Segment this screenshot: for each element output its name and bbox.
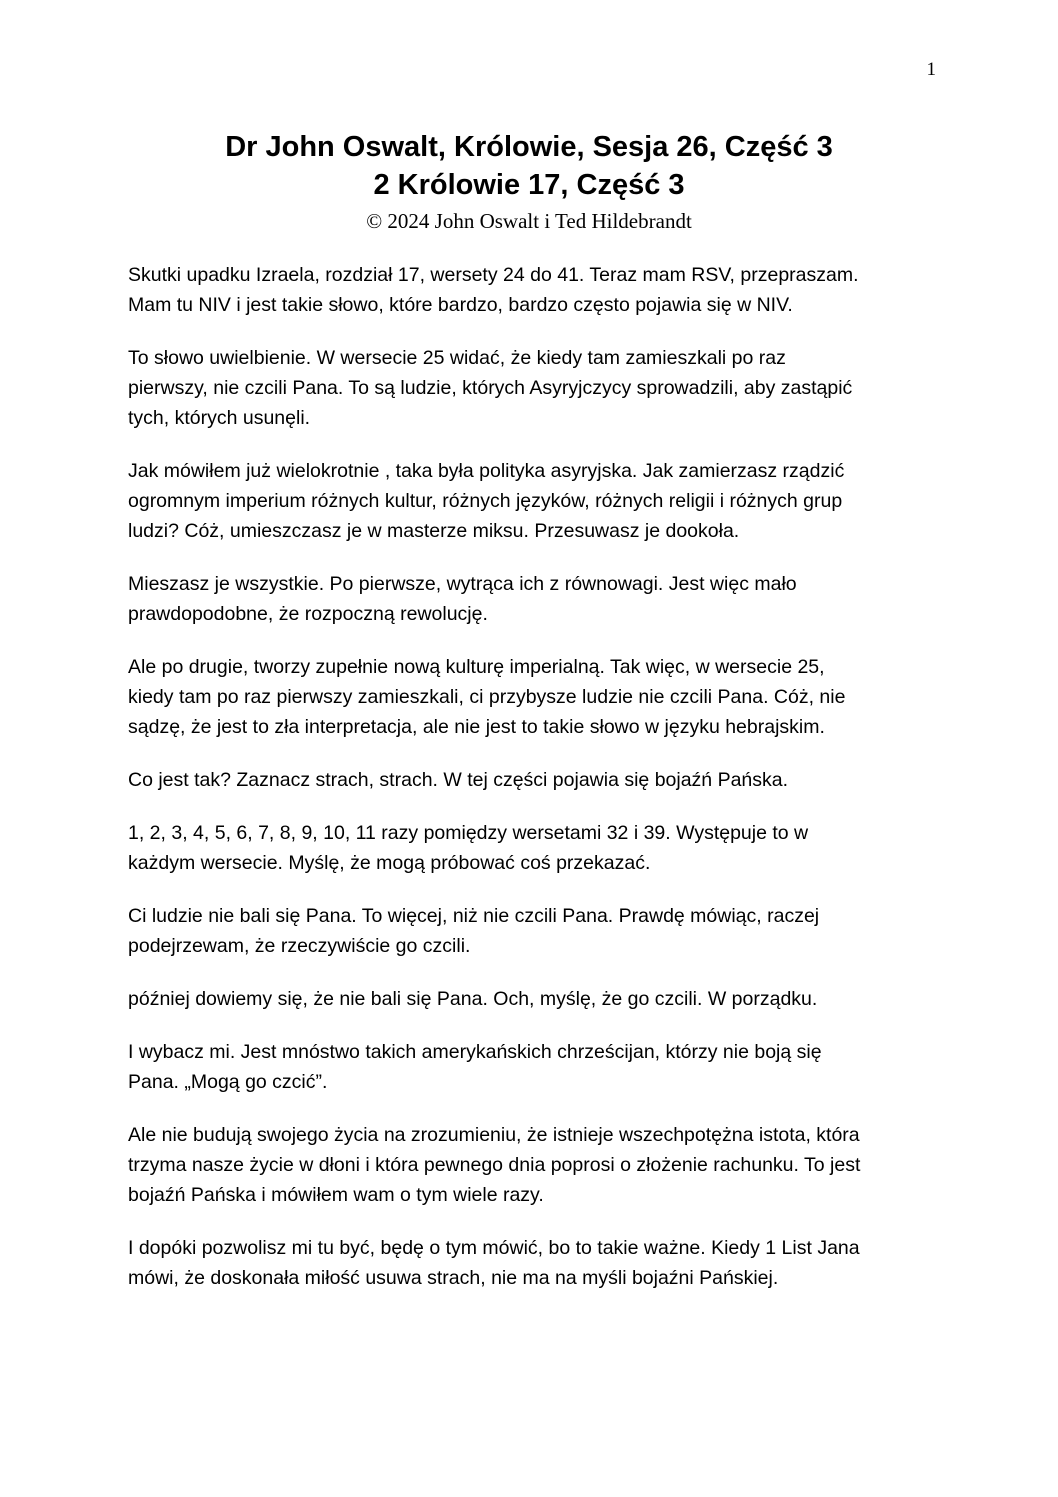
copyright-line: © 2024 John Oswalt i Ted Hildebrandt [366, 209, 692, 233]
text-line: później dowiemy się, że nie bali się Pana. Och, myślę, że go czcili. W porządku. [128, 988, 818, 1010]
paragraph-8 [128, 901, 940, 961]
text-line: prawdopodobne, że rozpoczną rewolucję. [128, 603, 488, 625]
body-text [128, 260, 940, 1293]
text-line: To słowo uwielbienie. W wersecie 25 widać, że kiedy tam zamieszkali po raz [128, 347, 786, 369]
text-line: mówi, że doskonała miłość usuwa strach, nie ma na myśli bojaźni Pańskiej. [128, 1267, 779, 1289]
text-line: trzyma nasze życie w dłoni i która pewnego dnia poprosi o złożenie rachunku. To jest [128, 1154, 861, 1176]
text-line: Mieszasz je wszystkie. Po pierwsze, wytrąca ich z równowagi. Jest więc mało [128, 573, 797, 595]
text-line: Jak mówiłem już wielokrotnie , taka była polityka asyryjska. Jak zamierzasz rządzić [128, 460, 845, 482]
text-line: Skutki upadku Izraela, rozdział 17, wersety 24 do 41. Teraz mam RSV, przepraszam. [128, 264, 859, 286]
paragraph-7 [128, 818, 940, 878]
text-line: Co jest tak? Zaznacz strach, strach. W tej części pojawia się bojaźń Pańska. [128, 769, 789, 791]
paragraph-10 [128, 1037, 940, 1097]
text-line: Pana. „Mogą go czcić”. [128, 1071, 328, 1093]
document-title-line-2: 2 Królowie 17, Część 3 [373, 169, 685, 201]
text-line: 1, 2, 3, 4, 5, 6, 7, 8, 9, 10, 11 razy pomiędzy wersetami 32 i 39. Występuje to w [128, 822, 809, 844]
page-number: 1 [926, 59, 936, 80]
text-line: ogromnym imperium różnych kultur, różnych języków, różnych religii i różnych grup [128, 490, 843, 512]
paragraph-3 [128, 456, 940, 546]
text-line: pierwszy, nie czcili Pana. To są ludzie, których Asyryjczycy sprowadzili, aby zastąpić [128, 377, 853, 399]
document-title-line-1: Dr John Oswalt, Królowie, Sesja 26, Część 3 [225, 131, 833, 163]
text-line: Ci ludzie nie bali się Pana. To więcej, niż nie czcili Pana. Prawdę mówiąc, raczej [128, 905, 820, 927]
title-block [0, 0, 1058, 236]
paragraph-11 [128, 1120, 940, 1210]
text-line: sądzę, że jest to zła interpretacja, ale nie jest to takie słowo w języku hebrajskim. [128, 716, 825, 738]
text-line: Ale nie budują swojego życia na zrozumieniu, że istnieje wszechpotężna istota, która [128, 1124, 860, 1146]
paragraph-9 [128, 984, 940, 1014]
text-line: I dopóki pozwolisz mi tu być, będę o tym mówić, bo to takie ważne. Kiedy 1 List Jana [128, 1237, 860, 1259]
paragraph-5 [128, 652, 940, 742]
text-line: Ale po drugie, tworzy zupełnie nową kulturę imperialną. Tak więc, w wersecie 25, [128, 656, 825, 678]
text-line: I wybacz mi. Jest mnóstwo takich amerykańskich chrześcijan, którzy nie boją się [128, 1041, 822, 1063]
text-line: każdym wersecie. Myślę, że mogą próbować coś przekazać. [128, 852, 651, 874]
text-line: kiedy tam po raz pierwszy zamieszkali, ci przybysze ludzie nie czcili Pana. Cóż, nie [128, 686, 846, 708]
text-line: Mam tu NIV i jest takie słowo, które bardzo, bardzo często pojawia się w NIV. [128, 294, 793, 316]
paragraph-2 [128, 343, 940, 433]
text-line: bojaźń Pańska i mówiłem wam o tym wiele razy. [128, 1184, 544, 1206]
paragraph-12 [128, 1233, 940, 1293]
text-line: ludzi? Cóż, umieszczasz je w masterze miksu. Przesuwasz je dookoła. [128, 520, 740, 542]
paragraph-1 [128, 260, 940, 320]
text-line: tych, których usunęli. [128, 407, 311, 429]
text-line: podejrzewam, że rzeczywiście go czcili. [128, 935, 471, 957]
paragraph-6 [128, 765, 940, 795]
paragraph-4 [128, 569, 940, 629]
